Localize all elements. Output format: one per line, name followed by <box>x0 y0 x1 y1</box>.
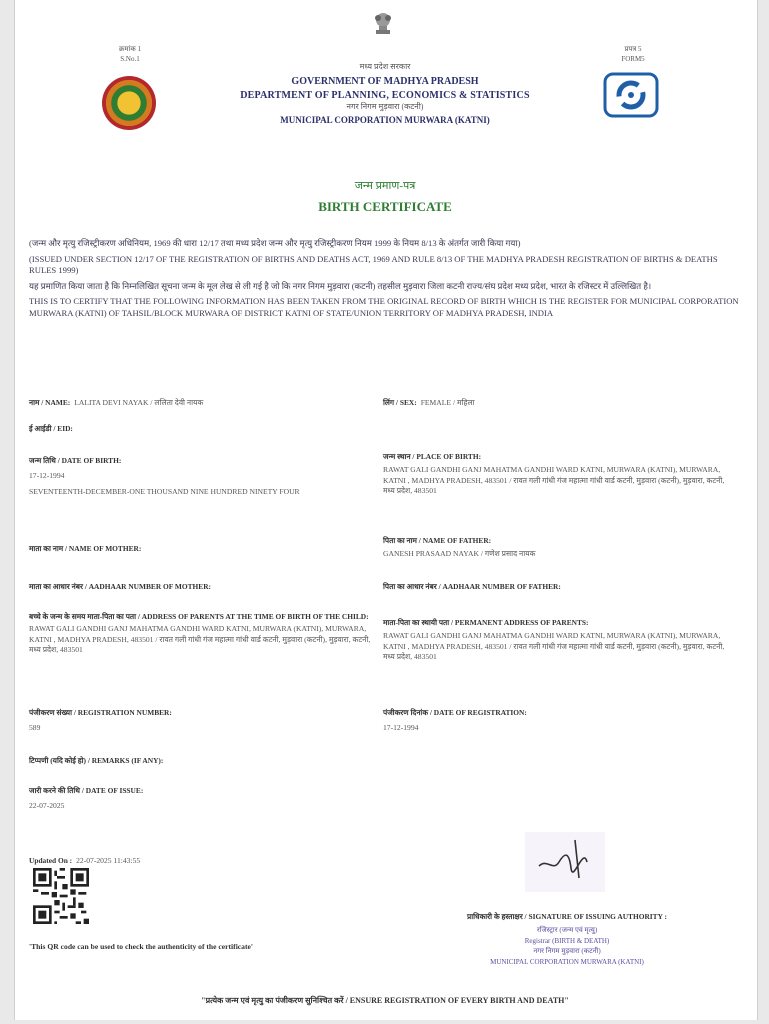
dob-label: जन्म तिथि / DATE OF BIRTH: <box>29 456 122 465</box>
sig-corp-hi: नगर निगम मुड़वारा (कटनी) <box>533 947 601 955</box>
right-code-hi: प्रपत्र 5 <box>624 45 642 53</box>
registration-logo-icon <box>603 72 659 118</box>
intro-en-2: THIS IS TO CERTIFY THAT THE FOLLOWING INFORMATION HAS BEEN TAKEN FROM THE ORIGINAL RECORD OF BIRTH WHICH IS THE REGISTER FOR MUNICIPAL CORPORATION MURWARA (KATNI) OF TAHSIL/BLOCK MURWARA OF DISTRICT KATNI OF STATE/UNION TERRITORY OF MADHYA PRADESH, INDIA <box>29 296 739 318</box>
regdate-value: 17-12-1994 <box>383 723 419 732</box>
aadhaar-father-label: पिता का आधार नंबर / AADHAAR NUMBER OF FATHER: <box>383 582 561 591</box>
issue-field <box>29 786 379 812</box>
qr-note: 'This QR code can be used to check the authenticity of the certificate' <box>29 942 253 951</box>
signature-label: प्राधिकारी के हस्ताक्षर / SIGNATURE OF ISSUING AUTHORITY : <box>466 912 667 921</box>
regno-value: 589 <box>29 723 41 732</box>
certificate-title <box>185 178 585 215</box>
addr-perm-value: RAWAT GALI GANDHI GANJ MAHATMA GANDHI WARD KATNI, MURWARA (KATNI), MURWARA, KATNI , MADHYA PRADESH, 483501 / रावत गली गांधी गंज महात्मा गांधी वार्ड कटनी, मुड़वारा (कटनी), मुड़वारा, कटनी, मध्य प्रदेश, 483501 <box>383 631 725 661</box>
right-code-en: FORM5 <box>621 55 645 63</box>
corp-hi: नगर निगम मुड़वारा (कटनी) <box>346 102 424 111</box>
addr-birth-value: RAWAT GALI GANDHI GANJ MAHATMA GANDHI WARD KATNI, MURWARA (KATNI), MURWARA, KATNI , MADHYA PRADESH, 483501 / रावत गली गांधी गंज महात्मा गांधी वार्ड कटनी, मुड़वारा (कटनी), मुड़वारा, कटनी, मध्य प्रदेश, 483501 <box>29 624 371 654</box>
pob-value: RAWAT GALI GANDHI GANJ MAHATMA GANDHI WARD KATNI, MURWARA (KATNI), MURWARA, KATNI , MADHYA PRADESH, 483501 / रावत गली गांधी गंज महात्मा गांधी वार्ड कटनी, मुड़वारा (कटनी), मुड़वारा, कटनी, मध्य प्रदेश, 483501 <box>383 465 725 495</box>
aadhaar-mother-label: माता का आधार नंबर / AADHAAR NUMBER OF MOTHER: <box>29 582 212 591</box>
mp-state-seal-icon <box>102 76 156 130</box>
remarks-label: टिप्पणी (यदि कोई हो) / REMARKS (IF ANY): <box>29 756 164 765</box>
left-code-hi: क्रमांक 1 <box>118 45 141 53</box>
addr-birth-label: बच्चे के जन्म के समय माता-पिता का पता / ADDRESS OF PARENTS AT THE TIME OF BIRTH OF THE CHILD: <box>29 612 369 621</box>
slogan: "प्रत्येक जन्म एवं मृत्यु का पंजीकरण सुनिश्चित करें / ENSURE REGISTRATION OF EVERY BIRTH AND DEATH" <box>201 996 569 1005</box>
regdate-field <box>383 708 733 734</box>
father-field <box>383 536 733 560</box>
issue-label: जारी करने की तिथि / DATE OF ISSUE: <box>29 786 144 795</box>
signature-block <box>407 912 727 967</box>
qr-code-icon[interactable] <box>33 868 89 924</box>
regno-label: पंजीकरण संख्या / REGISTRATION NUMBER: <box>29 708 172 717</box>
national-emblem-icon <box>372 8 394 38</box>
title-en: BIRTH CERTIFICATE <box>318 199 452 214</box>
header-titles <box>165 62 605 125</box>
regno-field <box>29 708 379 734</box>
father-value: GANESH PRASAAD NAYAK / गणेश प्रसाद नायक <box>383 549 536 558</box>
intro-text <box>29 238 745 319</box>
left-code-en: S.No.1 <box>120 55 140 63</box>
signature-image <box>525 832 605 892</box>
updated-label: Updated On : <box>29 856 73 865</box>
right-code-block <box>611 44 655 64</box>
father-label: पिता का नाम / NAME OF FATHER: <box>383 536 492 545</box>
intro-hi-1: (जन्म और मृत्यु रजिस्ट्रीकरण अधिनियम, 1969 की धारा 12/17 तथा मध्य प्रदेश जन्म और मृत्यु रजिस्ट्रीकरण नियम 1999 के नियम 8/13 के अंतर्गत जारी किया गया) <box>29 238 521 248</box>
addr-perm-field <box>383 618 733 663</box>
issue-value: 22-07-2025 <box>29 801 65 810</box>
regdate-label: पंजीकरण दिनांक / DATE OF REGISTRATION: <box>383 708 527 717</box>
updated-value: 22-07-2025 11:43:55 <box>76 856 141 865</box>
corp-title: MUNICIPAL CORPORATION MURWARA (KATNI) <box>280 115 490 125</box>
pob-field <box>383 452 733 497</box>
sex-field <box>383 392 733 410</box>
name-field <box>29 392 379 410</box>
dob-words: SEVENTEENTH-DECEMBER-ONE THOUSAND NINE HUNDRED NINETY FOUR <box>29 486 300 496</box>
dept-title: DEPARTMENT OF PLANNING, ECONOMICS & STATISTICS <box>240 90 530 101</box>
dob-value: 17-12-1994 <box>29 471 65 480</box>
intro-en-1: (ISSUED UNDER SECTION 12/17 OF THE REGISTRATION OF BIRTHS AND DEATHS ACT, 1969 AND RULE 8/13 OF THE MADHYA PRADESH REGISTRATION OF BIRTHS & DEATHS RULES 1999) <box>29 253 718 275</box>
updated-on <box>29 850 140 868</box>
sex-label: लिंग / SEX: <box>383 398 417 407</box>
name-value: LALITA DEVI NAYAK / ललिता देवी नायक <box>74 398 204 407</box>
title-hi: जन्म प्रमाण-पत्र <box>354 180 416 192</box>
gov-title: GOVERNMENT OF MADHYA PRADESH <box>291 76 479 87</box>
sig-corp-en: MUNICIPAL CORPORATION MURWARA (KATNI) <box>490 957 644 966</box>
addr-perm-label: माता-पिता का स्थायी पता / PERMANENT ADDRESS OF PARENTS: <box>383 618 589 627</box>
sex-value: FEMALE / महिला <box>420 398 475 407</box>
intro-hi-2: यह प्रमाणित किया जाता है कि निम्नलिखित सूचना जन्म के मूल लेख से ली गई है जो कि नगर निगम मुड़वारा (कटनी) तहसील मुड़वारा जिला कटनी राज्य/संघ प्रदेश मध्य प्रदेश, भारत के रजिस्टर में उल्लिखित है। <box>29 280 652 291</box>
left-code-block <box>110 44 150 64</box>
state-hi: मध्य प्रदेश सरकार <box>359 62 411 71</box>
dob-field <box>29 456 379 497</box>
name-label: नाम / NAME: <box>29 398 71 407</box>
mother-label: माता का नाम / NAME OF MOTHER: <box>29 544 142 553</box>
pob-label: जन्म स्थान / PLACE OF BIRTH: <box>383 452 482 461</box>
eid-label: ई आईडी / EID: <box>29 424 73 433</box>
registrar-en: Registrar (BIRTH & DEATH) <box>524 936 610 945</box>
certificate-sheet <box>14 0 758 1020</box>
addr-birth-field <box>29 612 379 656</box>
registrar-hi: रजिस्ट्रार (जन्म एवं मृत्यु) <box>536 926 598 934</box>
